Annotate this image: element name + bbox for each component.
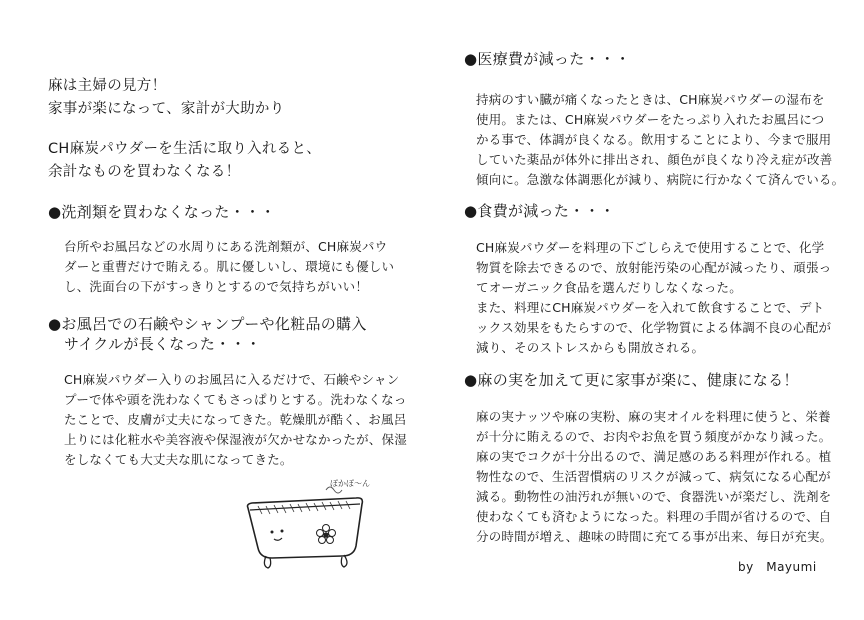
section-text: 傾向に。急激な体調悪化が減り、病院に行かなくて済んでいる。 bbox=[476, 172, 845, 187]
bathtub-icon bbox=[238, 476, 378, 576]
section-text: 物質を除去できるので、放射能汚染の心配が減ったり、頑張っ bbox=[476, 260, 832, 275]
section-text: をしなくても大丈夫な肌になってきた。 bbox=[64, 452, 293, 467]
section-text: 減る。動物性の油汚れが無いので、食器洗いが楽だし、洗剤を bbox=[476, 489, 832, 504]
section-text: 台所やお風呂などの水周りにある洗剤類が、CH麻炭パウ bbox=[64, 239, 388, 254]
section-text: ダーと重曹だけで賄える。肌に優しいし、環境にも優しい bbox=[64, 259, 395, 274]
section-text: 分の時間が増え、趣味の時間に充てる事が出来、毎日が充実。 bbox=[476, 529, 833, 544]
section-text: 麻の実でコクが十分出るので、満足感のある料理が作れる。植 bbox=[476, 449, 832, 464]
illustration-caption: ぽかぽ〜ん bbox=[330, 479, 370, 488]
section-text: てオーガニック食品を選んだりしなくなった。 bbox=[476, 280, 742, 295]
section-text: 減り、そのストレスからも開放される。 bbox=[476, 340, 705, 355]
section-text: が十分に賄えるので、お肉やお魚を買う頻度がかなり減った。 bbox=[476, 429, 832, 444]
section-text: 麻の実ナッツや麻の実粉、麻の実オイルを料理に使うと、栄養 bbox=[476, 409, 831, 424]
bathtub-illustration bbox=[238, 476, 378, 576]
section-text: していた薬品が体外に排出され、顔色が良くなり冷え症が改善 bbox=[476, 152, 833, 167]
section-text: 使用。または、CH麻炭パウダーをたっぷり入れたお風呂につ bbox=[476, 112, 825, 127]
section-heading: ●医療費が減った・・・ bbox=[464, 50, 631, 68]
intro-line: CH麻炭パウダーを生活に取り入れると、 bbox=[48, 141, 322, 157]
section-text: 上りには化粧水や美容液や保湿液が欠かせなかったが、保湿 bbox=[64, 432, 407, 447]
section-heading: ●食費が減った・・・ bbox=[464, 202, 616, 220]
section-text: 持病のすい臓が痛くなったときは、CH麻炭パウダーの湿布を bbox=[476, 92, 825, 107]
section-text: 使わなくても済むようになった。料理の手間が省けるので、自 bbox=[476, 509, 832, 524]
section-text: CH麻炭パウダー入りのお風呂に入るだけで、石鹸やシャン bbox=[64, 372, 400, 387]
section-text: また、料理にCH麻炭パウダーを入れて飲食することで、デト bbox=[476, 300, 825, 315]
section-heading: ●お風呂での石鹸やシャンプーや化粧品の購入 bbox=[48, 315, 367, 333]
section-text: たことで、皮膚が丈夫になってきた。乾燥肌が酷く、お風呂 bbox=[64, 412, 407, 427]
section-heading: サイクルが長くなった・・・ bbox=[64, 335, 262, 353]
section-text: し、洗面台の下がすっきりとするので気持ちがいい！ bbox=[64, 279, 369, 294]
intro-line: 余計なものを買わなくなる！ bbox=[48, 164, 241, 180]
section-text: 物性なので、生活習慣病のリスクが減って、病気になる心配が bbox=[476, 469, 831, 484]
section-text: プーで体や頭を洗わなくてもさっぱりとする。洗わなくなっ bbox=[64, 392, 407, 407]
section-text: ックス効果をもたらすので、化学物質による体調不良の心配が bbox=[476, 320, 832, 335]
intro-line: 麻は主婦の見方！ bbox=[48, 78, 167, 94]
section-text: かる事で、体調が良くなる。飲用することにより、今まで服用 bbox=[476, 132, 832, 147]
author-signature: by Mayumi bbox=[738, 560, 817, 574]
section-heading: ●洗剤類を買わなくなった・・・ bbox=[48, 203, 276, 221]
intro-line: 家事が楽になって、家計が大助かり bbox=[48, 101, 285, 117]
section-heading: ●麻の実を加えて更に家事が楽に、健康になる！ bbox=[464, 371, 799, 389]
section-text: CH麻炭パウダーを料理の下ごしらえで使用することで、化学 bbox=[476, 240, 825, 255]
